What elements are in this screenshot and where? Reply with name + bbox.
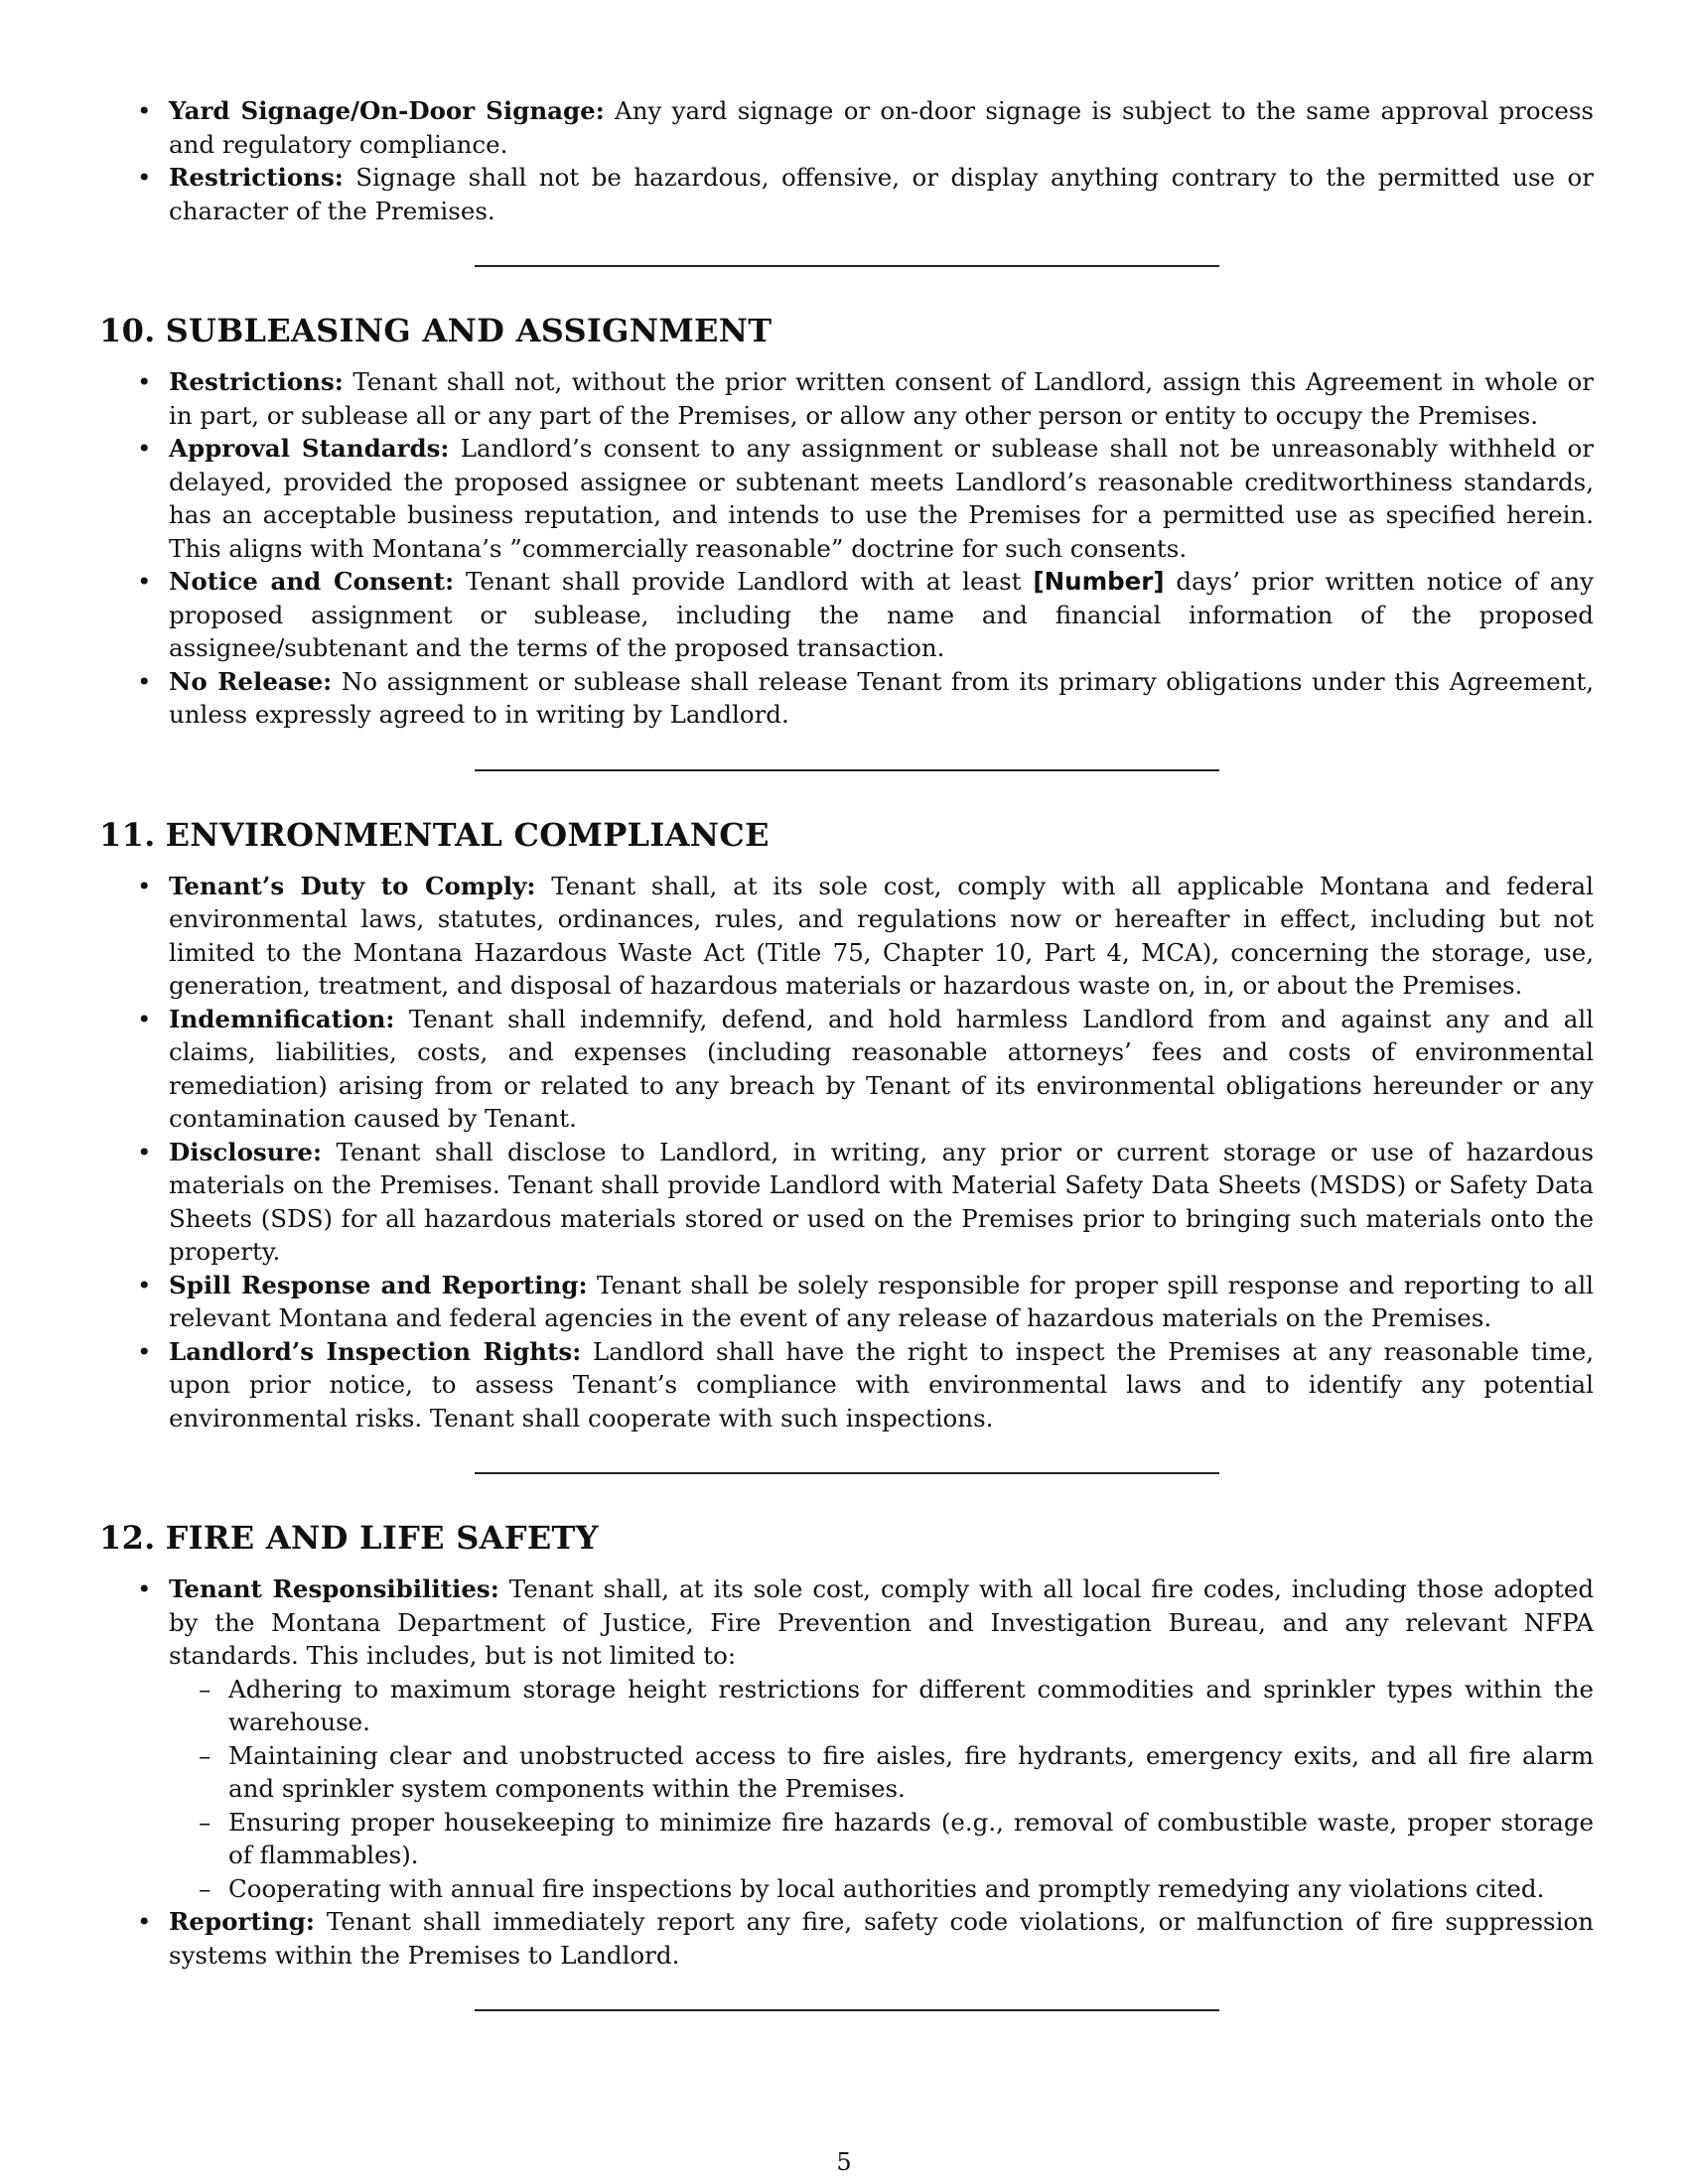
sub-list-item: – Adhering to maximum storage height restrictions for different commodities and sprinkler types within the warehouse. <box>169 1673 1594 1739</box>
item-term: Disclosure: <box>169 1137 323 1166</box>
item-term: Landlord’s Inspection Rights: <box>169 1336 582 1366</box>
item-term: Restrictions: <box>169 367 344 396</box>
sub-list-item: – Cooperating with annual fire inspections by local authorities and promptly remedying any violations cited. <box>169 1872 1594 1906</box>
list-item <box>99 1572 1594 1905</box>
placeholder-number: [Number] <box>1033 567 1165 596</box>
item-text: No assignment or sublease shall release Tenant from its primary obligations under this Agreement, unless expressly agreed to in writing by Landlord. <box>169 666 1594 729</box>
list-item <box>99 161 1594 227</box>
item-text: Any yard signage or on-door signage is subject to the same approval process and regulatory compliance. <box>169 96 1594 159</box>
list-item <box>99 870 1594 1003</box>
item-term: Restrictions: <box>169 163 344 192</box>
section-heading <box>99 816 1594 854</box>
section-heading <box>99 312 1594 349</box>
list-item <box>99 1269 1594 1335</box>
item-term: Indemnification: <box>169 1004 395 1033</box>
section-list <box>99 365 1594 732</box>
item-term: Spill Response and Reporting: <box>169 1270 588 1299</box>
list-item <box>99 1136 1594 1269</box>
page-number: 5 <box>836 2148 852 2176</box>
signage-list <box>99 94 1594 227</box>
item-term: Notice and Consent: <box>169 567 455 596</box>
section-list <box>99 1572 1594 1972</box>
item-text: Tenant shall, at its sole cost, comply with all local fire codes, including those adopted by the Montana Department of Justice, Fire Prevention and Investigation Bureau, and any relevant NFPA standards. This includes, but is not limited to: <box>169 1574 1594 1670</box>
sub-list <box>169 1673 1594 1906</box>
section-divider <box>475 769 1219 771</box>
item-text: Tenant shall not, without the prior written consent of Landlord, assign this Agreement in whole or in part, or sublease all or any part of the Premises, or allow any other person or entity to occupy the Premises. <box>169 367 1594 430</box>
list-item <box>99 432 1594 565</box>
item-text: Tenant shall indemnify, defend, and hold harmless Landlord from and against any and all claims, liabilities, costs, and expenses (including reasonable attorneys’ fees and costs of environmental remediation) arising from or related to any breach by Tenant of its environmental obligations hereunder or any contamination caused by Tenant. <box>169 1004 1594 1133</box>
list-item <box>99 1003 1594 1136</box>
item-text: Tenant shall immediately report any fire, safety code violations, or malfunction of fire suppression systems within the Premises to Landlord. <box>169 1907 1594 1970</box>
item-text: Tenant shall disclose to Landlord, in writing, any prior or current storage or use of hazardous materials on the Premises. Tenant shall provide Landlord with Material Safety Data Sheets (MSDS) or Safety Data Sheets (SDS) for all hazardous materials stored or used on the Premises prior to bringing such materials onto the property. <box>169 1137 1594 1266</box>
section-number: 12. <box>99 1519 156 1557</box>
section-heading <box>99 1519 1594 1557</box>
item-term: Reporting: <box>169 1907 315 1936</box>
sub-list-item: – Maintaining clear and unobstructed access to fire aisles, fire hydrants, emergency exits, and all fire alarm and sprinkler system components within the Premises. <box>169 1739 1594 1806</box>
section-number: 11. <box>99 815 156 854</box>
list-item <box>99 1335 1594 1435</box>
document-page <box>99 94 1594 2056</box>
item-term: Tenant Responsibilities: <box>169 1574 499 1603</box>
section-divider <box>475 2009 1219 2011</box>
item-term: Approval Standards: <box>169 434 450 463</box>
section-divider <box>475 265 1219 267</box>
sub-list-item: – Ensuring proper housekeeping to minimize fire hazards (e.g., removal of combustible waste, proper storage of flammables). <box>169 1806 1594 1872</box>
list-item <box>99 565 1594 665</box>
list-item <box>99 94 1594 161</box>
item-text: Tenant shall be solely responsible for proper spill response and reporting to all relevant Montana and federal agencies in the event of any release of hazardous materials on the Premises. <box>169 1270 1594 1332</box>
item-text: Tenant shall provide Landlord with at least <box>454 567 1034 596</box>
item-text: Tenant shall, at its sole cost, comply with all applicable Montana and federal environmental laws, statutes, ordinances, rules, and regulations now or hereafter in effect, including but not limited to the Montana Hazardous Waste Act (Title 75, Chapter 10, Part 4, MCA), concerning the storage, use, generation, treatment, and disposal of hazardous materials or hazardous waste on, in, or about the Premises. <box>169 871 1594 1000</box>
list-item <box>99 665 1594 732</box>
item-text: Signage shall not be hazardous, offensive, or display anything contrary to the permitted use or character of the Premises. <box>169 163 1594 225</box>
item-text: days’ prior written notice of any proposed assignment or sublease, including the name and financial information of the proposed assignee/subtenant and the terms of the proposed transaction. <box>169 567 1595 662</box>
section-divider <box>475 1472 1219 1474</box>
item-text: Landlord shall have the right to inspect the Premises at any reasonable time, upon prior notice, to assess Tenant’s compliance with environmental laws and to identify any potential environmental risks. Tenant shall cooperate with such inspections. <box>169 1336 1594 1433</box>
section-subleasing <box>99 312 1594 732</box>
section-title: FIRE AND LIFE SAFETY <box>165 1519 599 1557</box>
section-title: SUBLEASING AND ASSIGNMENT <box>165 312 773 349</box>
item-term: No Release: <box>169 666 333 696</box>
section-number: 10. <box>99 312 156 349</box>
list-item <box>99 1905 1594 1972</box>
item-term: Yard Signage/On-Door Signage: <box>169 96 605 125</box>
list-item <box>99 365 1594 432</box>
section-title: ENVIRONMENTAL COMPLIANCE <box>165 815 770 854</box>
section-list <box>99 870 1594 1435</box>
item-text: Landlord’s consent to any assignment or sublease shall not be unreasonably withheld or delayed, provided the proposed assignee or subtenant meets Landlord’s reasonable creditworthiness standards, has an acceptable business reputation, and intends to use the Premises for a permitted use as specified herein. This aligns with Montana’s ”commercially reasonable” doctrine for such consents. <box>169 434 1595 563</box>
section-fire-safety <box>99 1519 1594 1972</box>
item-term: Tenant’s Duty to Comply: <box>169 871 536 900</box>
section-environmental <box>99 816 1594 1435</box>
